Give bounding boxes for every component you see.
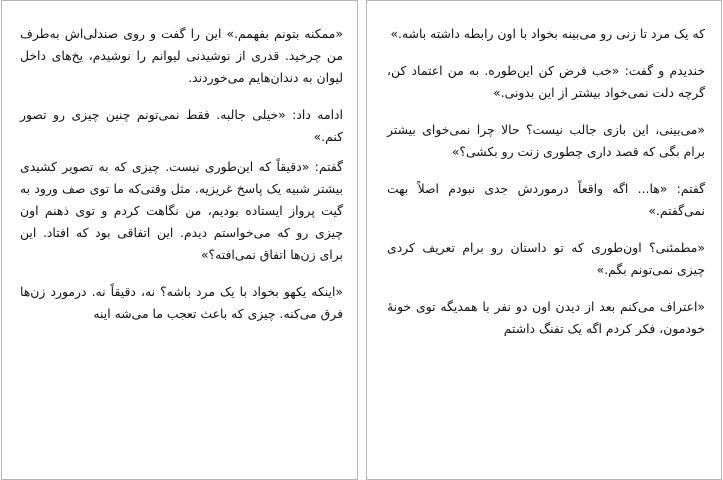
paragraph: «اینکه یکهو بخواد با یک مرد باشه؟ نه، دقیقاً نه. درمورد زن‌ها فرق می‌کنه. چیزی که باعث تعجب ما می‌شه اینه [20,284,343,321]
right-page [366,0,722,480]
paragraph: «ممکنه بتونم بفهمم.» این را گفت و روی صندلی‌اش به‌طرف من چرخید. قدری از نوشیدنی لیوانم را نوشیدم، یخ‌های داخل لیوان به دندان‌هایم می‌خوردند. [20,26,343,85]
paragraph: خندیدم و گفت: «خب فرض کن این‌طوره. به من اعتماد کن، گرچه دلت نمی‌خواد بیشتر از این بدونی.» [387,63,705,100]
paragraph: «مطمئنی؟ اون‌طوری که تو داستان رو برام تعریف کردی چیزی نمی‌تونم بگم.» [387,240,705,277]
left-page [1,0,358,480]
paragraph: که یک مرد تا زنی رو می‌بینه بخواد با اون رابطه داشته باشه.» [390,26,705,41]
paragraph: «اعتراف می‌کنم بعد از دیدن اون دو نفر با همدیگه توی خونهٔ خودمون، فکر کردم اگه یک تفنگ داشتم [387,299,705,336]
paragraph: ادامه داد: «خیلی جالبه. فقط نمی‌تونم چنین چیزی رو تصور کنم.» [20,107,343,144]
paragraph: گفتم: «دقیقاً که این‌طوری نیست. چیزی که به تصویر کشیدی بیشتر شبیه یک پاسخ غریزیه. مثل وقتی‌که ما توی صف ورود به گیت پرواز ایستاده بودیم، من نگاهت کردم و توی ذهنم اون چیزی رو که می‌خواستم دیدم. این اتفاقی بود که افتاد. این برای زن‌ها اتفاق نمی‌افته؟» [20,159,343,262]
paragraph: گفتم: «ها... اگه واقعاً درموردش جدی نبودم اصلاً بهت نمی‌گفتم.» [387,181,705,218]
left-page-text [20,23,343,340]
paragraph: «می‌بینی، این بازی جالب نیست؟ حالا چرا نمی‌خوای بیشتر برام بگی که قصد داری چطوری زنت رو بکشی؟» [387,122,705,159]
right-page-text [387,23,705,355]
